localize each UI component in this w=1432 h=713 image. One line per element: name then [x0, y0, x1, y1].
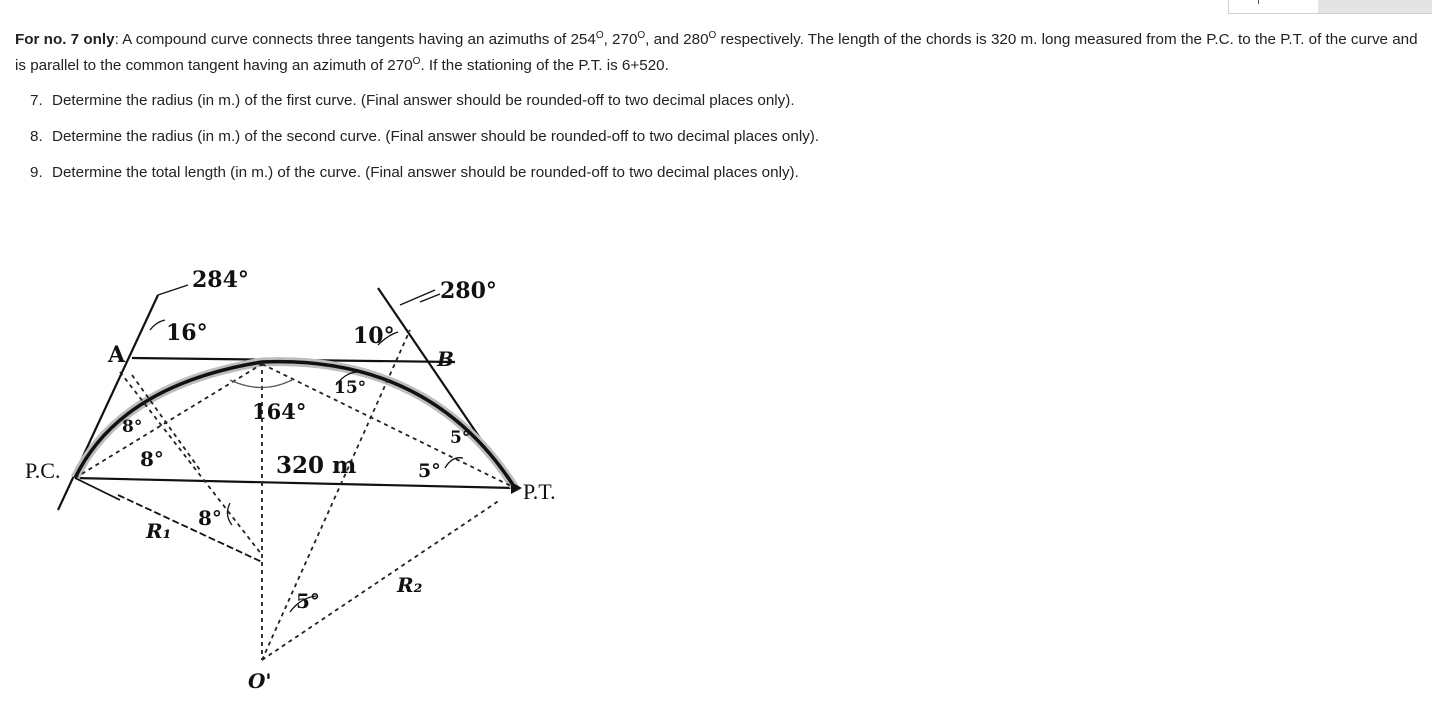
azimuth-leader-284 [158, 285, 188, 295]
construction-lines [75, 330, 515, 660]
long-chord-line [75, 478, 515, 488]
point-b-label: B [437, 347, 454, 371]
question-text: Determine the radius (in m.) of the first curve. (Final answer should be rounded-off to two decimal places only). [52, 92, 795, 109]
angle-label-16: 16° [166, 320, 208, 346]
pc-label: P.C. [25, 458, 61, 483]
angle-label-8-low: 8° [198, 506, 222, 530]
angle-arc-16 [150, 320, 165, 330]
question-number: 9. [30, 164, 43, 181]
r1-label: R₁ [146, 519, 172, 543]
problem-label: For no. 7 only [15, 31, 115, 48]
point-a-label: A [108, 342, 126, 368]
r1-solid-line [118, 495, 262, 562]
angle-label-15: 15° [334, 378, 367, 398]
problem-text-e: . If the stationing of the P.T. is 6+520. [420, 57, 669, 74]
azimuth-label-284: 284° [192, 267, 249, 293]
question-text: Determine the total length (in m.) of the curve. (Final answer should be rounded-off to two decimal places only). [52, 164, 799, 181]
pc-radius-stub [75, 478, 120, 500]
degree-sup-2: O [637, 30, 646, 41]
problem-text-c: , and 280 [645, 31, 709, 48]
degree-sup-1: O [595, 30, 604, 41]
question-number: 7. [30, 92, 43, 109]
angle-arc-164 [230, 380, 292, 388]
angle-label-5-upper: 5° [450, 428, 471, 448]
angle-label-5-low: 5° [296, 589, 320, 613]
center-o-label: O' [248, 669, 272, 693]
r2-radius-line [262, 500, 500, 660]
r2-label: R₂ [397, 573, 423, 597]
degree-sup-3: O [708, 30, 717, 41]
angle-label-164: 164° [252, 399, 307, 424]
degree-sup-4: O [412, 56, 421, 67]
angle-arc-5-right [445, 458, 463, 468]
angle-label-8-mid: 8° [140, 447, 164, 471]
angle-label-10: 10° [353, 323, 395, 349]
angle-label-8-top: 8° [122, 417, 143, 437]
chord-length-label: 320 m [276, 452, 357, 479]
problem-text-b: , 270 [603, 31, 638, 48]
angle-label-5-right: 5° [418, 460, 441, 482]
problem-text-d: respectively. The length of the chords is 320 m. long measured from the P.C. to the P.T. of the curve and is parallel to the common tangent having an azimuth of 270 [15, 31, 1418, 74]
question-text: Determine the radius (in m.) of the second curve. (Final answer should be rounded-off to two decimal places only). [52, 128, 820, 145]
problem-text-a: : A compound curve connects three tangents having an azimuths of 254 [114, 31, 596, 48]
azimuth-label-280: 280° [440, 278, 497, 304]
question-number: 8. [30, 128, 43, 145]
pt-label: P.T. [523, 479, 556, 504]
